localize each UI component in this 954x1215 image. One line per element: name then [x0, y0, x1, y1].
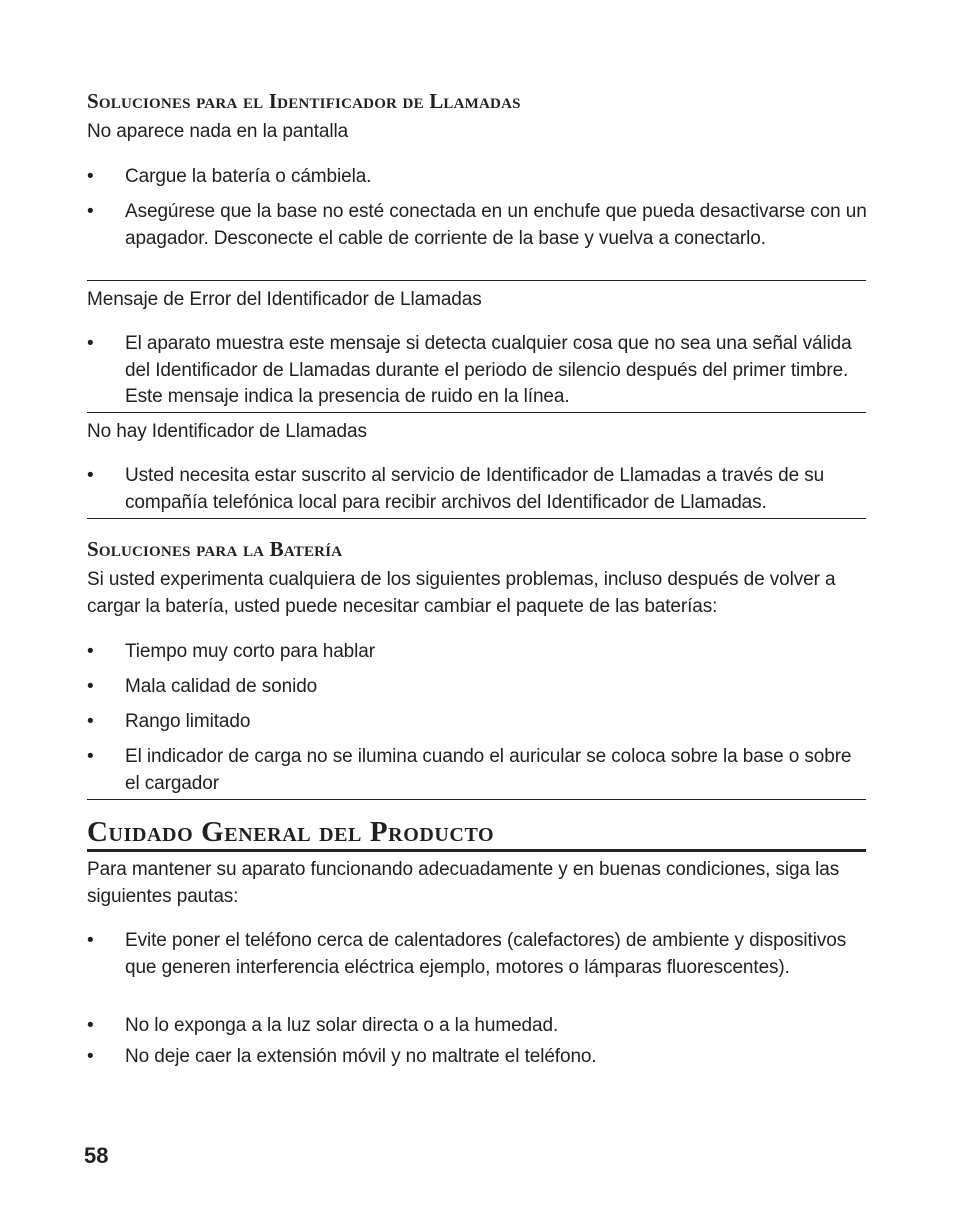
- bullet-icon: •: [87, 746, 94, 767]
- divider: [87, 518, 866, 519]
- bullet-icon: •: [87, 930, 94, 951]
- problem-error-message-title: Mensaje de Error del Identificador de Llamadas: [87, 289, 482, 310]
- list-item-text: No lo exponga a la luz solar directa o a la humedad.: [125, 1015, 559, 1036]
- bullet-icon: •: [87, 333, 94, 354]
- battery-section-heading: Soluciones para la Batería: [87, 537, 343, 561]
- problem-no-display-title: No aparece nada en la pantalla: [87, 121, 349, 142]
- callerid-section-heading: Soluciones para el Identificador de Llamadas: [87, 89, 521, 113]
- list-item-text: El indicador de carga no se ilumina cuando el auricular se coloca sobre la base o sobre el cargador: [125, 746, 852, 794]
- divider: [87, 412, 866, 413]
- bullet-icon: •: [87, 1046, 94, 1067]
- bullet-icon: •: [87, 676, 94, 697]
- battery-intro-paragraph: Si usted experimenta cualquiera de los siguientes problemas, incluso después de volver a cargar la batería, usted puede necesitar cambiar el paquete de las baterías:: [87, 569, 836, 617]
- problem-no-callerid-title: No hay Identificador de Llamadas: [87, 421, 367, 442]
- bullet-icon: •: [87, 201, 94, 222]
- list-item-text: El aparato muestra este mensaje si detecta cualquier cosa que no sea una señal válida del Identificador de Llamadas durante el periodo de silencio después del primer timbre. Este mensaje indica la presencia de ruido en la línea.: [125, 333, 852, 407]
- bullet-icon: •: [87, 711, 94, 732]
- bullet-icon: •: [87, 465, 94, 486]
- list-item-text: Evite poner el teléfono cerca de calentadores (calefactores) de ambiente y dispositivos que generen interferencia eléctrica ejemplo, motores o lámparas fluorescentes).: [125, 930, 847, 978]
- bullet-icon: •: [87, 641, 94, 662]
- list-item-text: Rango limitado: [125, 711, 251, 732]
- list-item-text: Cargue la batería o cámbiela.: [125, 166, 372, 187]
- care-intro-paragraph: Para mantener su aparato funcionando adecuadamente y en buenas condiciones, siga las siguientes pautas:: [87, 859, 840, 907]
- bullet-icon: •: [87, 166, 94, 187]
- page-number: 58: [84, 1143, 109, 1168]
- list-item-text: Tiempo muy corto para hablar: [125, 641, 375, 662]
- list-item-text: No deje caer la extensión móvil y no maltrate el teléfono.: [125, 1046, 597, 1067]
- divider: [87, 280, 866, 281]
- list-item-text: Asegúrese que la base no esté conectada en un enchufe que pueda desactivarse con un apagador. Desconecte el cable de corriente de la base y vuelva a conectarlo.: [125, 201, 867, 249]
- care-section-heading: Cuidado General del Producto: [87, 816, 495, 848]
- list-item-text: Usted necesita estar suscrito al servicio de Identificador de Llamadas a través de su compañía telefónica local para recibir archivos del Identificador de Llamadas.: [125, 465, 825, 513]
- list-item-text: Mala calidad de sonido: [125, 676, 318, 697]
- divider: [87, 799, 866, 800]
- bullet-icon: •: [87, 1015, 94, 1036]
- heading-underline: [87, 849, 866, 852]
